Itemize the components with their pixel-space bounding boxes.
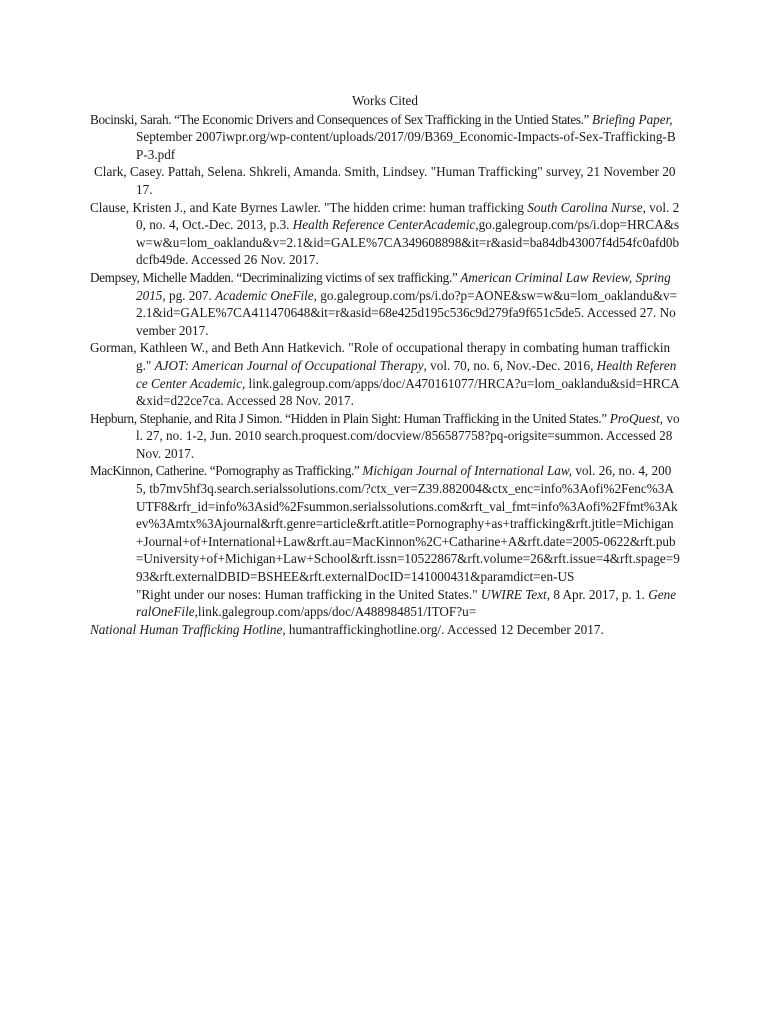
citation-text: Clark, Casey. Pattah, Selena. Shkreli, Amanda. Smith, Lindsey. "Human Trafficking" survey, 21 November 2017. bbox=[94, 164, 676, 197]
citation-source-title: American Criminal Law Review, Spring 2015, bbox=[136, 269, 671, 303]
citation-text: , humantraffickinghotline.org/. Accessed 12 December 2017. bbox=[282, 621, 604, 637]
citation-database-title: GeneralOneFile bbox=[136, 586, 677, 620]
citation-text: Hepburn, Stephanie, and Rita J Simon. “Hidden in Plain Sight: Human Trafficking in the United States.” bbox=[90, 410, 610, 426]
citation-hepburn bbox=[90, 410, 680, 463]
citation-text: , 8 Apr. 2017, p. 1. bbox=[546, 586, 649, 602]
citation-text: Dempsey, Michelle Madden. “Decriminalizing victims of sex trafficking.” bbox=[90, 269, 461, 285]
citation-source-title: Briefing Paper, bbox=[592, 111, 673, 127]
citation-text: , vol. 27, no. 1-2, Jun. 2010 search.proquest.com/docview/856587758?pq-origsite=summon. Accessed 28 Nov. 2017. bbox=[136, 410, 680, 461]
citation-text: Clause, Kristen J., and Kate Byrnes Lawler. "The hidden crime: human trafficking bbox=[90, 199, 528, 215]
citation-text: ,go.galegroup.com/ps/i.dop=HRCA&sw=w&u=lom_oaklandu&v=2.1&id=GALE%7CA349608898&it=r&asid=ba84db43007f4d54fc0afd0bdcfb49de. Accessed 26 Nov. 2017. bbox=[136, 217, 680, 268]
citation-source-title: AJOT: American Journal of Occupational Therapy bbox=[154, 357, 424, 373]
citation-source-title: ProQuest bbox=[609, 410, 660, 426]
citation-bocinski bbox=[90, 111, 680, 164]
citation-mackinnon bbox=[90, 462, 680, 585]
citation-text: , vol. 70, no. 6, Nov.-Dec. 2016, bbox=[423, 357, 597, 373]
citation-clark bbox=[90, 163, 680, 198]
citation-text: go.galegroup.com/ps/i.do?p=AONE&sw=w&u=lom_oaklandu&v=2.1&id=GALE%7CA411470648&it=r&asid=68e425d195c536c9d279fa9f651c5de5. Accessed 27. November 2017. bbox=[136, 287, 678, 338]
citation-database-title: Health Reference Center Academic bbox=[136, 357, 677, 391]
citation-text: "Right under our noses: Human trafficking in the United States." bbox=[136, 586, 481, 602]
citation-gorman bbox=[90, 339, 680, 409]
page-title: Works Cited bbox=[352, 93, 418, 108]
citation-source-title: South Carolina Nurse bbox=[527, 199, 643, 215]
citation-dempsey bbox=[90, 269, 680, 339]
citation-uwire bbox=[90, 586, 680, 621]
works-cited-page bbox=[90, 92, 680, 638]
citation-source-title: National Human Trafficking Hotline bbox=[90, 621, 283, 637]
citation-text: ,link.galegroup.com/apps/doc/A488984851/ITOF?u= bbox=[194, 604, 477, 620]
citation-text: pg. 207. bbox=[165, 287, 216, 303]
citation-hotline bbox=[90, 621, 680, 639]
citation-source-title: UWIRE Text bbox=[480, 586, 547, 602]
citation-text: Bocinski, Sarah. “The Economic Drivers and Consequences of Sex Trafficking in the Untied States.” bbox=[90, 111, 593, 127]
citation-database-title: Academic OneFile, bbox=[215, 287, 317, 303]
citation-text: MacKinnon, Catherine. “Pornography as Trafficking.” bbox=[90, 463, 363, 479]
citation-text: September 2007iwpr.org/wp-content/uploads/2017/09/B369_Economic-Impacts-of-Sex-Trafficking-BP-3.pdf bbox=[136, 129, 676, 162]
citation-text: , link.galegroup.com/apps/doc/A470161077/HRCA?u=lom_oaklandu&sid=HRCA&xid=d22ce7ca. Accessed 28 Nov. 2017. bbox=[136, 375, 680, 409]
citation-clause bbox=[90, 199, 680, 269]
citation-text: , vol. 20, no. 4, Oct.-Dec. 2013, p.3. bbox=[136, 199, 680, 233]
citation-database-title: Health Reference CenterAcademic bbox=[292, 217, 476, 233]
citation-text: vol. 26, no. 4, 2005, tb7mv5hf3q.search.serialssolutions.com/?ctx_ver=Z39.882004&ctx_enc=info%3Aofi%2Fenc%3AUTF8&rfr_id=info%3Asid%2Fsummon.serialssolutions.com&rft_val_fmt=info%3Aofi%2Ffmt%3Akev%3Amtx%3Ajournal&rft.genre=article&rft.atitle=Pornography+as+trafficking&rft.jtitle=Michigan+Journal+of+International+Law&rft.au=MacKinnon%2C+Catharine+A&rft.date=2005-0622&rft.pub=University+of+Michigan+Law+School&rft.issn=10522867&rft.volume=26&rft.issue=4&rft.spage=993&rft.externalDBID=BSHEE&rft.externalDocID=141000431&paramdict=en-US bbox=[136, 463, 680, 585]
citation-text: Gorman, Kathleen W., and Beth Ann Hatkevich. "Role of occupational therapy in combating human trafficking." bbox=[90, 340, 671, 373]
citation-source-title: Michigan Journal of International Law, bbox=[362, 463, 573, 479]
